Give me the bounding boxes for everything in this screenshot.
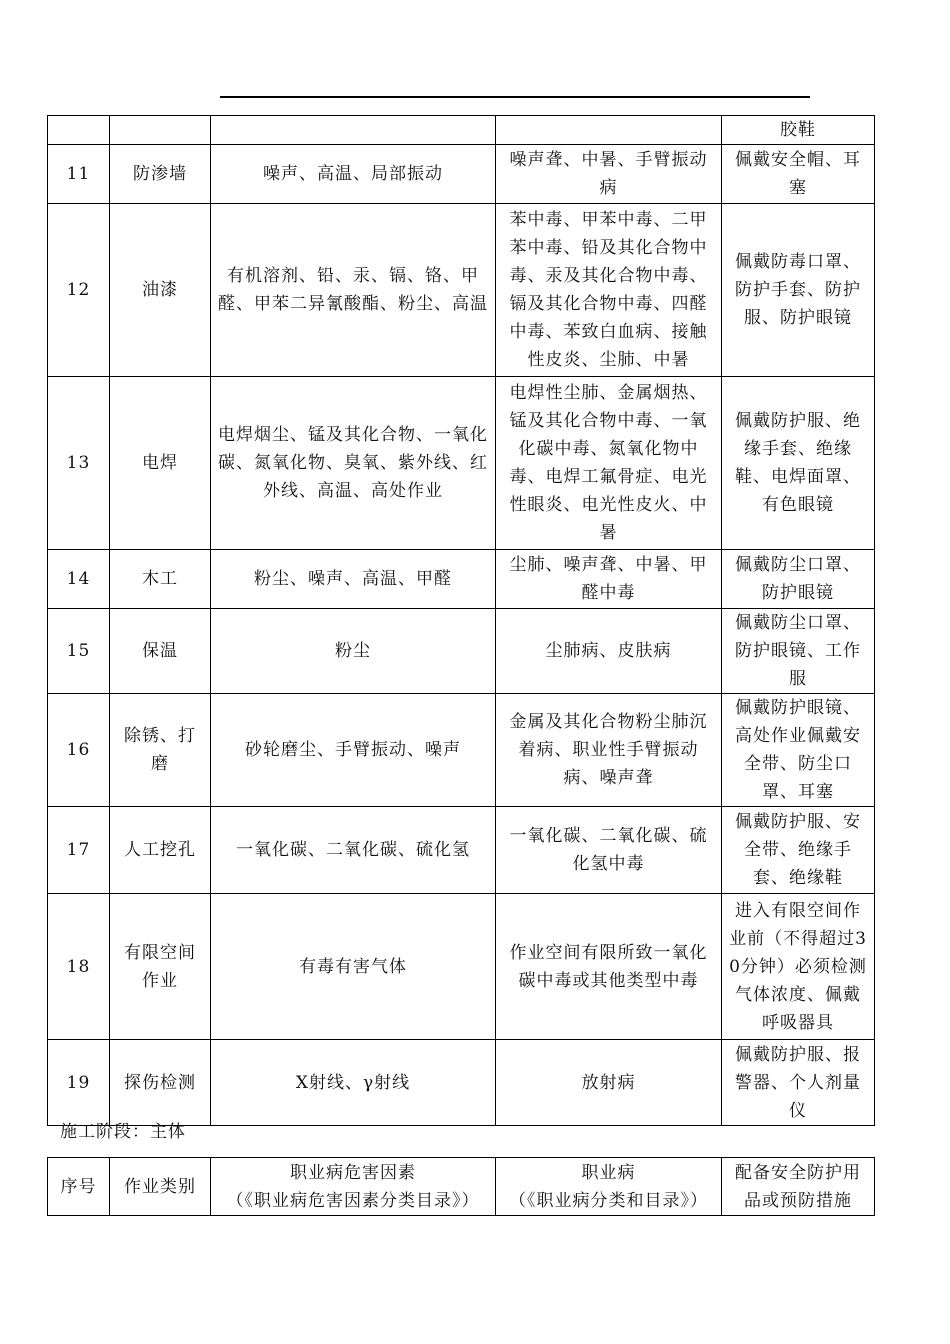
construction-stage-label: 施工阶段：主体 <box>60 1122 186 1142</box>
hazards-cell: X射线、γ射线 <box>211 1040 496 1126</box>
hazards-cell: 有毒有害气体 <box>211 894 496 1040</box>
disease-cell: 噪声聋、中暑、手臂振动病 <box>496 145 722 204</box>
hazards-cell: 电焊烟尘、锰及其化合物、一氧化碳、氮氧化物、臭氧、紫外线、红外线、高温、高处作业 <box>211 377 496 550</box>
disease-cell: 苯中毒、甲苯中毒、二甲苯中毒、铅及其化合物中毒、汞及其化合物中毒、镉及其化合物中毒、四醛中毒、苯致白血病、接触性皮炎、尘肺、中暑 <box>496 204 722 377</box>
hazards-cell: 粉尘、噪声、高温、甲醛 <box>211 550 496 609</box>
table-row <box>48 204 875 377</box>
disease-cell: 尘肺病、皮肤病 <box>496 609 722 694</box>
header-disease-line1: 职业病 <box>581 1162 636 1183</box>
disease-cell: 金属及其化合物粉尘肺沉着病、职业性手臂振动病、噪声聋 <box>496 694 722 807</box>
measures-cell: 佩戴防尘口罩、防护眼镜、工作服 <box>722 609 875 694</box>
measures-cell: 佩戴防护服、绝缘手套、绝缘鞋、电焊面罩、有色眼镜 <box>722 377 875 550</box>
header-rule <box>220 96 810 98</box>
measures-cell: 进入有限空间作业前（不得超过30分钟）必须检测气体浓度、佩戴呼吸器具 <box>722 894 875 1040</box>
disease-cell: 电焊性尘肺、金属烟热、锰及其化合物中毒、一氧化碳中毒、氮氧化物中毒、电焊工氟骨症、电光性眼炎、电光性皮火、中暑 <box>496 377 722 550</box>
type-cell: 人工挖孔 <box>110 807 211 894</box>
measures-cell: 胶鞋 <box>722 116 875 145</box>
type-cell: 木工 <box>110 550 211 609</box>
header-disease-line2: （《职业病分类和目录》） <box>509 1190 708 1211</box>
table-row <box>48 894 875 1040</box>
header-disease <box>496 1158 722 1216</box>
hazards-cell: 砂轮磨尘、手臂振动、噪声 <box>211 694 496 807</box>
header-table <box>47 1157 875 1216</box>
measures-cell: 佩戴安全帽、耳塞 <box>722 145 875 204</box>
measures-cell: 佩戴防护服、报警器、个人剂量仪 <box>722 1040 875 1126</box>
header-type: 作业类别 <box>110 1158 211 1216</box>
no-cell: 17 <box>48 807 110 894</box>
type-cell: 保温 <box>110 609 211 694</box>
disease-cell: 作业空间有限所致一氧化碳中毒或其他类型中毒 <box>496 894 722 1040</box>
header-hazards-line2: （《职业病危害因素分类目录》） <box>226 1190 480 1211</box>
table-row <box>48 116 875 145</box>
hazards-cell: 粉尘 <box>211 609 496 694</box>
no-cell: 15 <box>48 609 110 694</box>
table-row <box>48 377 875 550</box>
type-cell <box>110 116 211 145</box>
hazards-cell <box>211 116 496 145</box>
measures-cell: 佩戴防尘口罩、防护眼镜 <box>722 550 875 609</box>
header-hazards <box>211 1158 496 1216</box>
hazards-cell: 一氧化碳、二氧化碳、硫化氢 <box>211 807 496 894</box>
hazard-table <box>47 115 875 1126</box>
header-no: 序号 <box>48 1158 110 1216</box>
disease-cell <box>496 116 722 145</box>
no-cell: 18 <box>48 894 110 1040</box>
table-row <box>48 145 875 204</box>
measures-cell: 佩戴防护眼镜、高处作业佩戴安全带、防尘口罩、耳塞 <box>722 694 875 807</box>
table-row <box>48 694 875 807</box>
measures-cell: 佩戴防护服、安全带、绝缘手套、绝缘鞋 <box>722 807 875 894</box>
no-cell: 12 <box>48 204 110 377</box>
table-row <box>48 550 875 609</box>
disease-cell: 尘肺、噪声聋、中暑、甲醛中毒 <box>496 550 722 609</box>
table-row <box>48 609 875 694</box>
no-cell: 16 <box>48 694 110 807</box>
disease-cell: 一氧化碳、二氧化碳、硫化氢中毒 <box>496 807 722 894</box>
type-cell: 电焊 <box>110 377 211 550</box>
header-measures: 配备安全防护用品或预防措施 <box>722 1158 875 1216</box>
measures-cell: 佩戴防毒口罩、防护手套、防护服、防护眼镜 <box>722 204 875 377</box>
type-cell: 除锈、打磨 <box>110 694 211 807</box>
disease-cell: 放射病 <box>496 1040 722 1126</box>
hazards-cell: 有机溶剂、铅、汞、镉、铬、甲醛、甲苯二异氰酸酯、粉尘、高温 <box>211 204 496 377</box>
type-cell: 防渗墙 <box>110 145 211 204</box>
type-cell: 油漆 <box>110 204 211 377</box>
table-header-row <box>48 1158 875 1216</box>
no-cell: 13 <box>48 377 110 550</box>
hazards-cell: 噪声、高温、局部振动 <box>211 145 496 204</box>
no-cell: 19 <box>48 1040 110 1126</box>
table-row <box>48 1040 875 1126</box>
no-cell <box>48 116 110 145</box>
table-row <box>48 807 875 894</box>
header-hazards-line1: 职业病危害因素 <box>290 1162 416 1183</box>
type-cell: 有限空间作业 <box>110 894 211 1040</box>
type-cell: 探伤检测 <box>110 1040 211 1126</box>
no-cell: 11 <box>48 145 110 204</box>
no-cell: 14 <box>48 550 110 609</box>
